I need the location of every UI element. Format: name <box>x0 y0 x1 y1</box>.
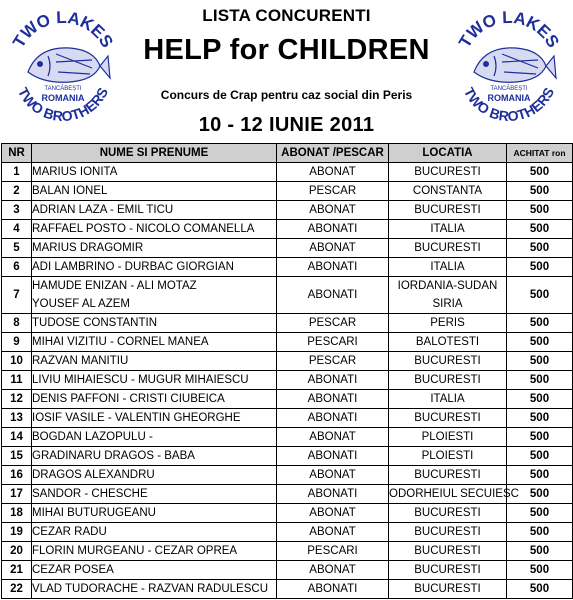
member-status: ABONATI <box>277 220 389 239</box>
location: PLOIESTI <box>389 428 507 447</box>
row-number: 12 <box>2 390 32 409</box>
location: BUCURESTI <box>389 504 507 523</box>
paid-amount: 500 <box>507 390 573 409</box>
row-number: 1 <box>2 163 32 182</box>
table-row <box>2 333 573 352</box>
row-number: 16 <box>2 466 32 485</box>
member-status: ABONAT <box>277 466 389 485</box>
paid-amount: 500 <box>507 239 573 258</box>
member-status: ABONAT <box>277 201 389 220</box>
member-status: ABONATI <box>277 371 389 390</box>
two-lakes-logo-right <box>450 2 568 134</box>
row-number: 4 <box>2 220 32 239</box>
competitor-name: IOSIF VASILE - VALENTIN GHEORGHE <box>32 409 277 428</box>
member-status: PESCAR <box>277 182 389 201</box>
row-number: 5 <box>2 239 32 258</box>
competitor-name: DRAGOS ALEXANDRU <box>32 466 277 485</box>
paid-amount: 500 <box>507 504 573 523</box>
competitor-name: MIHAI BUTURUGEANU <box>32 504 277 523</box>
competitor-name: CEZAR POSEA <box>32 561 277 580</box>
svg-text:TANCĂBEȘTI: TANCĂBEȘTI <box>44 86 82 92</box>
location: BALOTESTI <box>389 333 507 352</box>
row-number: 14 <box>2 428 32 447</box>
table-row <box>2 542 573 561</box>
paid-amount: 500 <box>507 466 573 485</box>
paid-amount: 500 <box>507 580 573 599</box>
location: ITALIA <box>389 220 507 239</box>
paid-amount: 500 <box>507 314 573 333</box>
svg-text:TANCĂBEȘTI: TANCĂBEȘTI <box>490 86 528 92</box>
svg-text:ROMANIA: ROMANIA <box>41 93 85 103</box>
paid-amount: 500 <box>507 182 573 201</box>
paid-amount: 500 <box>507 447 573 466</box>
member-status: ABONAT <box>277 561 389 580</box>
row-number: 17 <box>2 485 32 504</box>
member-status: PESCARI <box>277 333 389 352</box>
event-dates: 10 - 12 IUNIE 2011 <box>198 114 375 136</box>
row-number: 6 <box>2 258 32 277</box>
column-header-location: LOCATIA <box>389 144 507 163</box>
row-number: 10 <box>2 352 32 371</box>
row-number: 11 <box>2 371 32 390</box>
competitor-name: MIHAI VIZITIU - CORNEL MANEA <box>32 333 277 352</box>
paid-amount: 500 <box>507 333 573 352</box>
table-row <box>2 182 573 201</box>
row-number: 9 <box>2 333 32 352</box>
member-status: ABONATI <box>277 447 389 466</box>
competitor-name: SANDOR - CHESCHE <box>32 485 277 504</box>
location: BUCURESTI <box>389 409 507 428</box>
row-number: 22 <box>2 580 32 599</box>
column-header-paid: ACHITAT ron <box>507 144 573 163</box>
column-header-status: ABONAT /PESCAR <box>277 144 389 163</box>
member-status: ABONAT <box>277 428 389 447</box>
location: BUCURESTI <box>389 561 507 580</box>
location: ITALIA <box>389 258 507 277</box>
table-row <box>2 371 573 390</box>
paid-amount: 500 <box>507 277 573 314</box>
competitor-name <box>32 277 277 314</box>
location: BUCURESTI <box>389 163 507 182</box>
competitor-name: RAFFAEL POSTO - NICOLO COMANELLA <box>32 220 277 239</box>
svg-text:ROMANIA: ROMANIA <box>487 93 531 103</box>
competitor-name: DENIS PAFFONI - CRISTI CIUBEICA <box>32 390 277 409</box>
column-header-name: NUME SI PRENUME <box>32 144 277 163</box>
competitor-name-line: HAMUDE ENIZAN - ALI MOTAZ <box>32 280 197 292</box>
competitor-name: MARIUS DRAGOMIR <box>32 239 277 258</box>
table-row <box>2 466 573 485</box>
paid-amount: 500 <box>507 485 573 504</box>
svg-text:TWO BROTHERS: TWO BROTHERS <box>460 84 558 125</box>
table-row <box>2 201 573 220</box>
location: BUCURESTI <box>389 580 507 599</box>
table-row <box>2 220 573 239</box>
table-row <box>2 523 573 542</box>
svg-text:TWO LAKES: TWO LAKES <box>9 7 117 51</box>
carp-logo-icon <box>4 2 122 134</box>
location: BUCURESTI <box>389 523 507 542</box>
row-number: 18 <box>2 504 32 523</box>
row-number: 19 <box>2 523 32 542</box>
location: BUCURESTI <box>389 352 507 371</box>
member-status: ABONAT <box>277 523 389 542</box>
competitor-name: BOGDAN LAZOPULU - <box>32 428 277 447</box>
competitor-name-line: YOUSEF AL AZEM <box>32 298 130 310</box>
paid-amount: 500 <box>507 409 573 428</box>
paid-amount: 500 <box>507 163 573 182</box>
location: PERIS <box>389 314 507 333</box>
paid-amount: 500 <box>507 220 573 239</box>
competitor-name: VLAD TUDORACHE - RAZVAN RADULESCU <box>32 580 277 599</box>
table-row <box>2 409 573 428</box>
competitors-table <box>1 143 573 599</box>
member-status: PESCAR <box>277 314 389 333</box>
table-row <box>2 504 573 523</box>
location: CONSTANTA <box>389 182 507 201</box>
table-row <box>2 485 573 504</box>
svg-text:TWO LAKES: TWO LAKES <box>455 7 563 51</box>
location: BUCURESTI <box>389 201 507 220</box>
paid-amount: 500 <box>507 201 573 220</box>
table-row <box>2 561 573 580</box>
table-row <box>2 277 573 314</box>
paid-amount: 500 <box>507 258 573 277</box>
table-row <box>2 390 573 409</box>
table-row <box>2 239 573 258</box>
row-number: 21 <box>2 561 32 580</box>
member-status: ABONAT <box>277 163 389 182</box>
competitor-name: LIVIU MIHAIESCU - MUGUR MIHAIESCU <box>32 371 277 390</box>
location: ITALIA <box>389 390 507 409</box>
competitor-name: BALAN IONEL <box>32 182 277 201</box>
paid-amount: 500 <box>507 561 573 580</box>
member-status: PESCAR <box>277 352 389 371</box>
member-status: ABONATI <box>277 258 389 277</box>
row-number: 13 <box>2 409 32 428</box>
table-row <box>2 580 573 599</box>
table-header-row <box>2 144 573 163</box>
table-row <box>2 258 573 277</box>
row-number: 3 <box>2 201 32 220</box>
location: BUCURESTI <box>389 466 507 485</box>
competitor-name: TUDOSE CONSTANTIN <box>32 314 277 333</box>
competitor-name: GRADINARU DRAGOS - BABA <box>32 447 277 466</box>
row-number: 7 <box>2 277 32 314</box>
row-number: 20 <box>2 542 32 561</box>
location: PLOIESTI <box>389 447 507 466</box>
event-title: HELP for CHILDREN <box>143 34 430 66</box>
location-line: IORDANIA-SUDAN <box>397 280 498 292</box>
table-row <box>2 447 573 466</box>
member-status: ABONAT <box>277 504 389 523</box>
competitor-name: MARIUS IONITA <box>32 163 277 182</box>
location: BUCURESTI <box>389 239 507 258</box>
location: BUCURESTI <box>389 542 507 561</box>
paid-amount: 500 <box>507 428 573 447</box>
competitor-name: FLORIN MURGEANU - CEZAR OPREA <box>32 542 277 561</box>
two-lakes-logo-left <box>4 2 122 134</box>
table-row <box>2 314 573 333</box>
location-line: SIRIA <box>432 298 463 310</box>
location: ODORHEIUL SECUIESC <box>389 485 507 504</box>
member-status: ABONATI <box>277 390 389 409</box>
table-row <box>2 428 573 447</box>
table-row <box>2 352 573 371</box>
row-number: 8 <box>2 314 32 333</box>
member-status: PESCARI <box>277 542 389 561</box>
event-subtitle: Concurs de Crap pentru caz social din Peris <box>160 88 413 102</box>
location: BUCURESTI <box>389 371 507 390</box>
row-number: 2 <box>2 182 32 201</box>
column-header-nr: NR <box>2 144 32 163</box>
paid-amount: 500 <box>507 542 573 561</box>
competitor-name: ADI LAMBRINO - DURBAC GIORGIAN <box>32 258 277 277</box>
paid-amount: 500 <box>507 371 573 390</box>
row-number: 15 <box>2 447 32 466</box>
member-status: ABONATI <box>277 580 389 599</box>
competitor-name: ADRIAN LAZA - EMIL TICU <box>32 201 277 220</box>
competitor-name: CEZAR RADU <box>32 523 277 542</box>
svg-text:TWO BROTHERS: TWO BROTHERS <box>14 84 112 125</box>
member-status: ABONATI <box>277 485 389 504</box>
member-status: ABONATI <box>277 277 389 314</box>
list-title: LISTA CONCURENTI <box>202 6 371 25</box>
paid-amount: 500 <box>507 523 573 542</box>
location <box>389 277 507 314</box>
carp-logo-icon <box>450 2 568 134</box>
competitor-name: RAZVAN MANITIU <box>32 352 277 371</box>
table-row <box>2 163 573 182</box>
paid-amount: 500 <box>507 352 573 371</box>
member-status: ABONATI <box>277 409 389 428</box>
member-status: ABONAT <box>277 239 389 258</box>
